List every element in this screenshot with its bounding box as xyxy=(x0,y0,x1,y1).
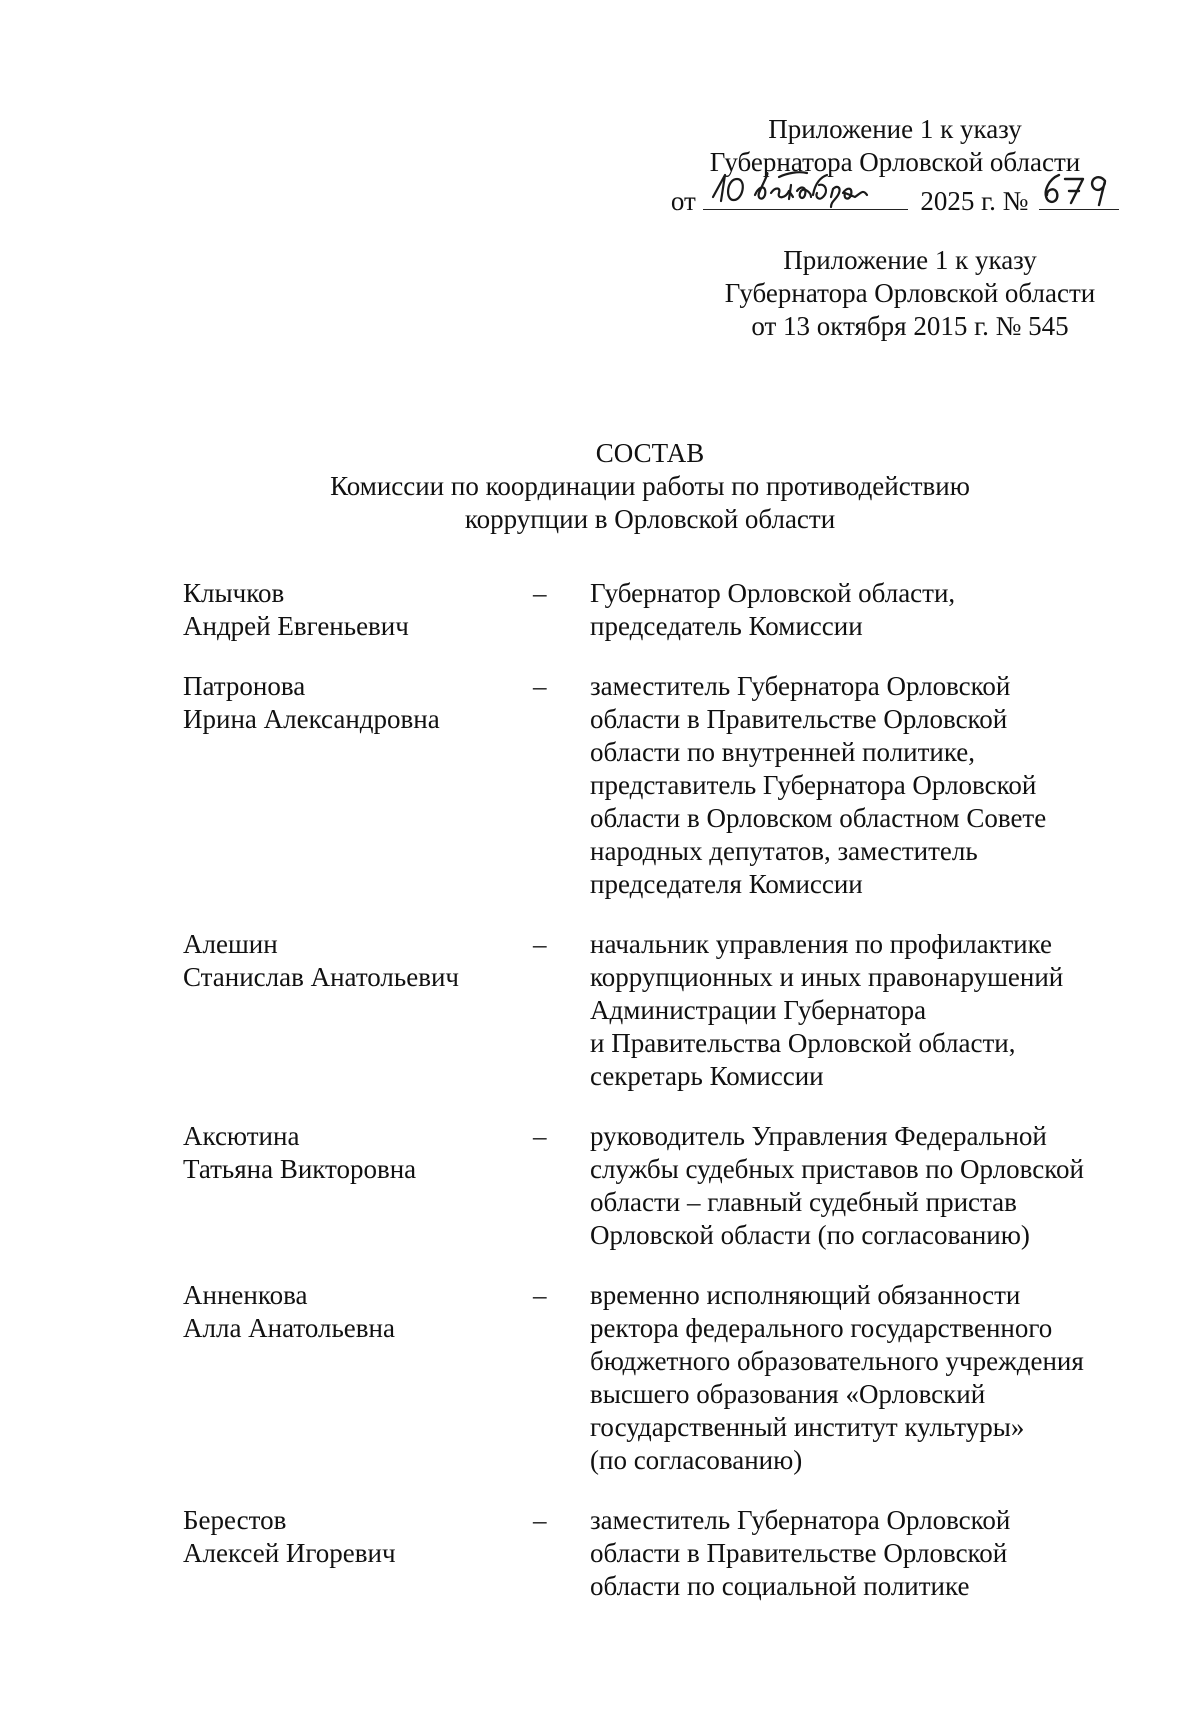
member-role-line: начальник управления по профилактике xyxy=(590,929,1053,959)
member-role-line: народных депутатов, заместитель xyxy=(590,836,978,866)
year-and-number-label: 2025 г. № xyxy=(920,186,1029,216)
member-role-line: высшего образования «Орловский xyxy=(590,1379,986,1409)
member-role-line: службы судебных приставов по Орловской xyxy=(590,1154,1084,1184)
appendix-old-line3: от 13 октября 2015 г. № 545 xyxy=(751,311,1069,341)
member-role-line: заместитель Губернатора Орловской xyxy=(590,671,1011,701)
handwritten-date-ink xyxy=(703,171,908,211)
member-row xyxy=(183,928,1143,1093)
member-name xyxy=(183,928,533,1093)
member-surname: Берестов xyxy=(183,1505,287,1535)
member-row xyxy=(183,1504,1143,1603)
member-role-line: области в Орловском областном Совете xyxy=(590,803,1047,833)
member-surname: Алешин xyxy=(183,929,278,959)
member-role-line: и Правительства Орловской области, xyxy=(590,1028,1016,1058)
member-dash: – xyxy=(533,1505,547,1535)
member-given-names: Станислав Анатольевич xyxy=(183,962,459,992)
member-role xyxy=(590,1120,1130,1252)
member-given-names: Татьяна Викторовна xyxy=(183,1154,417,1184)
member-name xyxy=(183,1504,533,1603)
member-role-line: области в Правительстве Орловской xyxy=(590,704,1008,734)
member-dash: – xyxy=(533,1280,547,1310)
appendix-header-new xyxy=(660,113,1130,218)
member-row xyxy=(183,577,1143,643)
member-role xyxy=(590,1279,1130,1477)
member-role-line: заместитель Губернатора Орловской xyxy=(590,1505,1011,1535)
member-name xyxy=(183,670,533,901)
member-role-line: области в Правительстве Орловской xyxy=(590,1538,1008,1568)
member-dash: – xyxy=(533,578,547,608)
handwritten-number-signature xyxy=(1039,179,1119,210)
appendix-new-line1: Приложение 1 к указу xyxy=(768,114,1022,144)
member-role-line: председателя Комиссии xyxy=(590,869,863,899)
member-dash: – xyxy=(533,671,547,701)
member-surname: Анненкова xyxy=(183,1280,308,1310)
member-role-line: руководитель Управления Федеральной xyxy=(590,1121,1047,1151)
handwritten-date-signature xyxy=(703,179,908,210)
member-role-line: бюджетного образовательного учреждения xyxy=(590,1346,1084,1376)
member-dash: – xyxy=(533,929,547,959)
member-role-line: секретарь Комиссии xyxy=(590,1061,824,1091)
member-role xyxy=(590,1504,1130,1603)
member-role-line: временно исполняющий обязанности xyxy=(590,1280,1021,1310)
appendix-new-date-line xyxy=(660,179,1130,218)
member-role xyxy=(590,928,1130,1093)
member-row xyxy=(183,1120,1143,1252)
appendix-old-line1: Приложение 1 к указу xyxy=(783,245,1037,275)
appendix-old-line2: Губернатора Орловской области xyxy=(724,278,1096,308)
member-given-names: Алексей Игоревич xyxy=(183,1538,396,1568)
member-name xyxy=(183,1120,533,1252)
member-role-line: государственный институт культуры» xyxy=(590,1412,1025,1442)
member-role-line: области по внутренней политике, xyxy=(590,737,976,767)
title-line1: Комиссии по координации работы по противодействию xyxy=(330,471,970,501)
member-row xyxy=(183,1279,1143,1477)
member-surname: Аксютина xyxy=(183,1121,300,1151)
title-line2: коррупции в Орловской области xyxy=(464,504,836,534)
member-given-names: Алла Анатольевна xyxy=(183,1313,395,1343)
member-surname: Патронова xyxy=(183,671,306,701)
member-role xyxy=(590,670,1130,901)
member-role-line: Администрации Губернатора xyxy=(590,995,927,1025)
member-surname: Клычков xyxy=(183,578,285,608)
member-role-line: Губернатор Орловской области, xyxy=(590,578,956,608)
member-role-line: Орловской области (по согласованию) xyxy=(590,1220,1030,1250)
member-role-line: (по согласованию) xyxy=(590,1445,803,1475)
member-given-names: Ирина Александровна xyxy=(183,704,440,734)
member-dash: – xyxy=(533,1121,547,1151)
member-given-names: Андрей Евгеньевич xyxy=(183,611,409,641)
member-name xyxy=(183,1279,533,1477)
appendix-new-line2: Губернатора Орловской области xyxy=(709,147,1081,177)
appendix-header-old xyxy=(690,244,1130,343)
handwritten-number-ink xyxy=(1039,171,1119,211)
member-role-line: ректора федерального государственного xyxy=(590,1313,1053,1343)
document-title xyxy=(200,437,1100,536)
member-role-line: области – главный судебный пристав xyxy=(590,1187,1017,1217)
member-role xyxy=(590,577,1130,643)
date-prefix: от xyxy=(670,186,696,216)
members-list xyxy=(183,577,1143,1630)
member-role-line: коррупционных и иных правонарушений xyxy=(590,962,1064,992)
member-role-line: представитель Губернатора Орловской xyxy=(590,770,1037,800)
title-heading: СОСТАВ xyxy=(595,438,705,468)
member-role-line: области по социальной политике xyxy=(590,1571,970,1601)
member-row xyxy=(183,670,1143,901)
member-role-line: председатель Комиссии xyxy=(590,611,863,641)
member-name xyxy=(183,577,533,643)
